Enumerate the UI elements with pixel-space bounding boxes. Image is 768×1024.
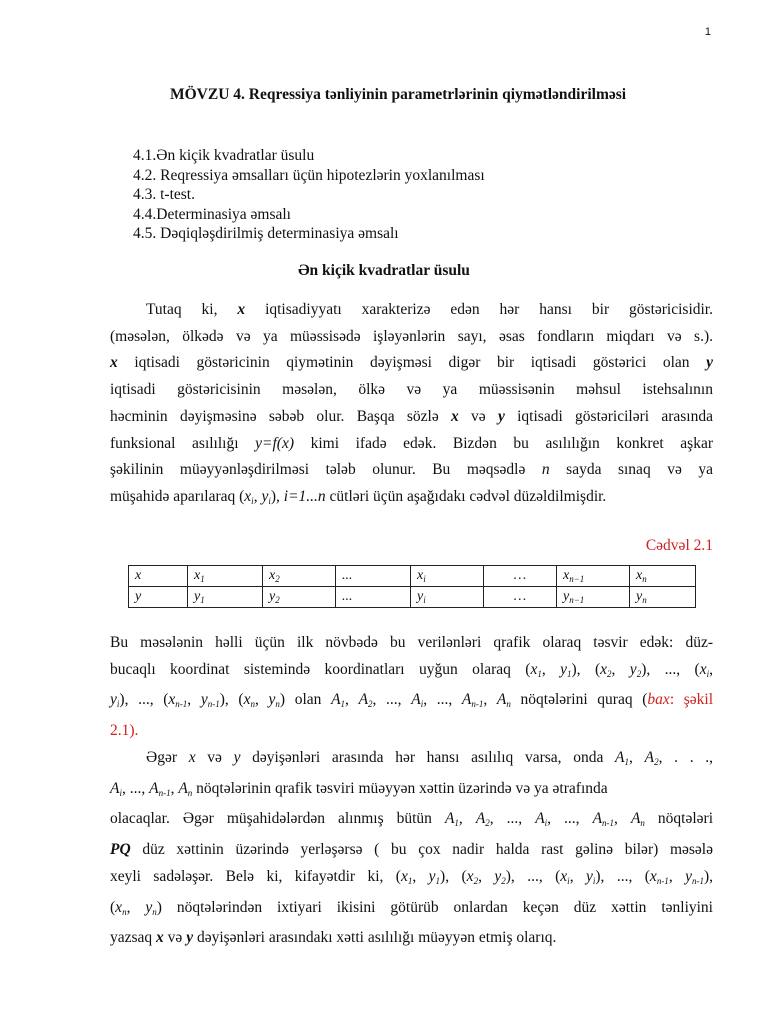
table-caption: Cədvəl 2.1 xyxy=(645,537,713,554)
table-cell: $y_n$ xyxy=(630,587,696,608)
table-cell: x xyxy=(129,566,188,587)
text-line: yazsaq x və y dəyişənləri arasındakı xətti asılılığı müəyyən etmiş olarıq. xyxy=(110,929,557,947)
text-line: (məsələn, ölkədə və ya müəssisədə işləyənlərin sayı, əsas fondların miqdarı və s.). xyxy=(110,327,713,345)
paragraph-2 xyxy=(110,630,713,745)
table-cell: … xyxy=(484,566,557,587)
table-cell: $x_2$ xyxy=(263,566,336,587)
text-line: x iqtisadi göstəricinin qiymətinin dəyişməsi digər bir iqtisadi göstərici olan y xyxy=(110,354,713,372)
toc-item: 4.4.Determinasiya əmsalı xyxy=(133,205,291,223)
text-line: iqtisadi göstəricisinin məsələn, ölkə və ya müəssisənin məhsul istehsalının xyxy=(110,381,713,399)
toc-item: 4.2. Reqressiya əmsalları üçün hipotezlərin yoxlanılması xyxy=(133,166,485,184)
text-line: Tutaq ki, x iqtisadiyyatı xarakterizə edən hər hansı bir göstəricisidir. xyxy=(146,301,713,318)
section-heading: Ən kiçik kvadratlar üsulu xyxy=(298,262,470,279)
table-row xyxy=(129,566,696,587)
toc-item: 4.1.Ən kiçik kvadratlar üsulu xyxy=(133,147,315,164)
text-line: olacaqlar. Əgər müşahidələrdən alınmış bütün $A_1$, $A_2$, ..., $A_i$, ..., $A_{n-1}$, $A_n$ nöqtələri xyxy=(110,810,714,829)
document-title: MÖVZU 4. Reqressiya tənliyinin parametrlərinin qiymətləndirilməsi xyxy=(170,86,627,103)
text-line: Əgər x və y dəyişənləri arasında hər hansı asılılıq varsa, onda $A_1$, $A_2$, . . ., xyxy=(146,749,714,767)
toc-item: 4.5. Dəqiqləşdirilmiş determinasiya əmsalı xyxy=(133,225,399,242)
table-cell: $y_{n-1}$ xyxy=(557,587,630,608)
table-cell: $x_n$ xyxy=(630,566,696,587)
table-cell: $x_{n-1}$ xyxy=(557,566,630,587)
text-line: 2.1). xyxy=(110,722,139,740)
table-cell: ... xyxy=(336,566,411,587)
text-line: müşahidə aparılaraq ($x_i$, $y_i$), i=1...n cütləri üçün aşağıdakı cədvəl düzəldilmişdir. xyxy=(110,487,607,506)
table-cell: y xyxy=(129,587,188,608)
paragraph-1 xyxy=(110,297,713,515)
text-line: həcminin dəyişməsinə səbəb olur. Başqa sözlə x və y iqtisadi göstəriciləri arasında xyxy=(110,407,713,425)
text-line: Bu məsələnin həlli üçün ilk növbədə bu verilənləri qrafik olaraq təsvir edək: düz- xyxy=(110,634,713,651)
page-number: 1 xyxy=(704,26,711,38)
text-line: ($x_n$, $y_n$) nöqtələrindən ixtiyari ikisini götürüb onlardan keçən düz xəttin tənliyini xyxy=(110,898,713,917)
text-line: $A_i$, ..., $A_{n-1}$, $A_n$ nöqtələrinin qrafik təsviri müəyyən xəttin üzərində və ya ətrafında xyxy=(110,779,608,798)
data-table xyxy=(128,565,696,608)
text-line: bucaqlı koordinat sistemində koordinatları uyğun olaraq ($x_1$, $y_1$), ($x_2$, $y_2$), ..., ($x_i$, xyxy=(110,660,713,679)
table-cell: $x_i$ xyxy=(411,566,484,587)
text-line: PQ düz xəttinin üzərində yerləşərsə ( bu çox nadir halda rast gəlinə bilər) məsələ xyxy=(110,841,713,859)
text-line: şəkilinin müəyyənləşdirilməsi tələb olunur. Bu məqsədlə n sayda sınaq və ya xyxy=(110,461,713,479)
table-cell: ... xyxy=(336,587,411,608)
table-cell: $y_i$ xyxy=(411,587,484,608)
toc-item: 4.3. t-test. xyxy=(133,186,195,203)
table-of-contents xyxy=(133,146,485,244)
table-cell: $y_2$ xyxy=(263,587,336,608)
table-row xyxy=(129,587,696,608)
table-cell: … xyxy=(484,587,557,608)
table-cell: $y_1$ xyxy=(188,587,263,608)
table-cell: $x_1$ xyxy=(188,566,263,587)
paragraph-3 xyxy=(110,745,713,952)
text-line: funksional asılılığı y=f(x) kimi ifadə edək. Bizdən bu asılılığın konkret aşkar xyxy=(110,434,713,452)
text-line: xeyli sadələşər. Belə ki, kifayətdir ki, ($x_1$, $y_1$), ($x_2$, $y_2$), ..., ($x_i$, $y_i$), ..., ($x_{n-1}$, $y_{n-1}$), xyxy=(110,867,714,886)
text-line: $y_i$), ..., ($x_{n-1}$, $y_{n-1}$), ($x_n$, $y_n$) olan $A_1$, $A_2$, ..., $A_i$, ..., $A_{n-1}$, $A_n$ nöqtələrini quraq (bax: şəkil xyxy=(110,691,714,710)
